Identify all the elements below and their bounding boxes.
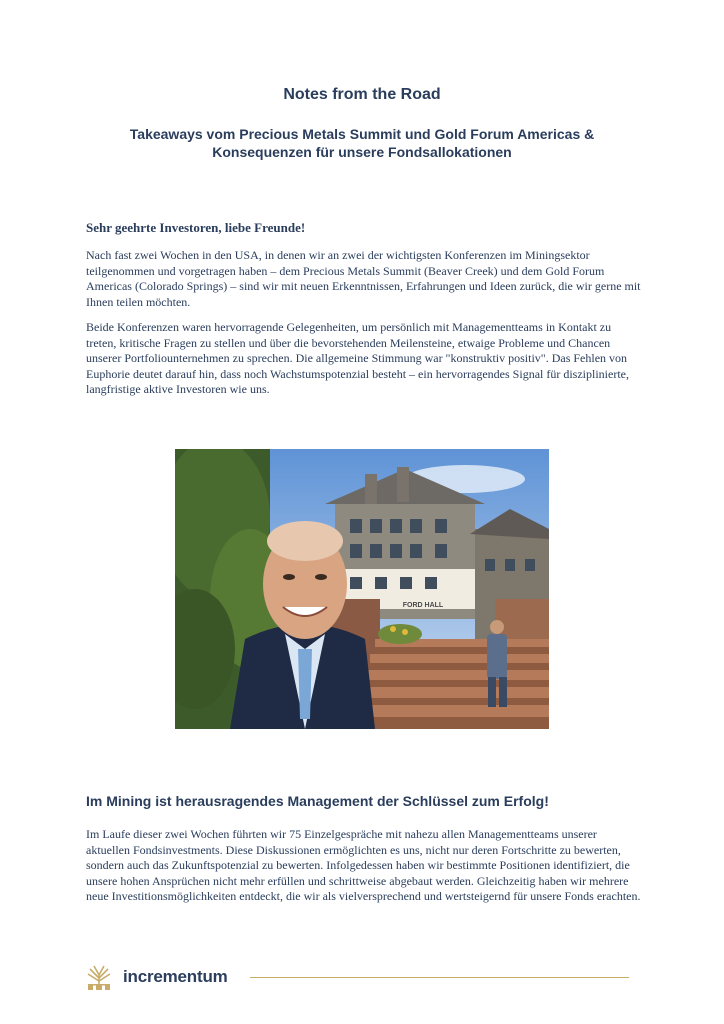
footer-logo <box>86 964 228 990</box>
greeting: Sehr geehrte Investoren, liebe Freunde! <box>86 220 306 235</box>
page-subtitle <box>80 125 644 161</box>
building-sign: FORD HALL <box>402 602 444 609</box>
footer-divider <box>250 977 629 978</box>
section-paragraph: Im Laufe dieser zwei Wochen führten wir 75 Einzelgespräche mit nahezu allen Managementteams unserer aktuellen Fondsinvestments. Diese Diskussionen ermöglichten es uns, nicht nur deren Fortschritte zu bewerten, sondern auch das Zukunftspotenzial zu bewerten. Infolgedessen haben wir bestimmte Positionen identifiziert, die unsere hohen Ansprüchen nicht mehr erfüllen und schrittweise abgebaut werden. Gleichzeitig haben wir mehrere neue Investitionsmöglichkeiten entdeckt, die wir als vielversprechend und wertsteigernd für unsere Fonds erachten. <box>86 827 641 904</box>
intro-paragraph-1: Nach fast zwei Wochen in den USA, in denen wir an zwei der wichtigsten Konferenzen im Miningsektor teilgenommen und vorgetragen haben – dem Precious Metals Summit (Beaver Creek) und dem Gold Forum Americas (Colorado Springs) – sind wir mit neuen Erkenntnissen, Erfahrungen und Ideen zurück, die wir gerne mit Ihnen teilen möchten. <box>86 248 641 309</box>
conference-photo <box>175 449 549 729</box>
brand-name: incrementum <box>123 967 228 986</box>
section-heading: Im Mining ist herausragendes Management der Schlüssel zum Erfolg! <box>86 793 549 809</box>
subtitle-line-2: Konsequenzen für unsere Fondsallokationen <box>212 144 512 160</box>
intro-paragraph-2: Beide Konferenzen waren hervorragende Gelegenheiten, um persönlich mit Managementteams in Kontakt zu treten, kritische Fragen zu stellen und über die bevorstehenden Meilensteine, etwaige Probleme und Chancen unserer Portfoliounternehmen zu sprechen. Die allgemeine Stimmung war "konstruktiv positiv". Das Fehlen von Euphorie deutet darauf hin, dass noch Wachstumspotenzial besteht – ein hervorragendes Signal für disziplinierte, langfristige aktive Investoren wie uns. <box>86 320 629 397</box>
tree-logo-icon <box>86 964 112 990</box>
page-title: Notes from the Road <box>283 86 441 103</box>
subtitle-line-1: Takeaways vom Precious Metals Summit und Gold Forum Americas & <box>129 126 595 142</box>
